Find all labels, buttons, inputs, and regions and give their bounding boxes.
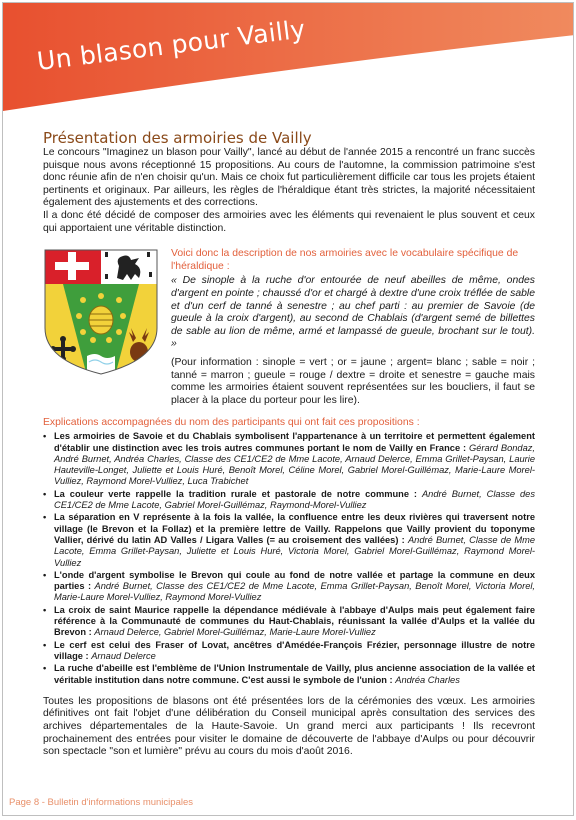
arms-intro: Voici donc la description de nos armoiries avec le vocabulaire spécifique de l'héraldique : [171,248,519,272]
item-statement: La ruche d'abeille est l'emblème de l'Union Instrumentale de Vailly, plus ancienne association de la vallée et véritable institution dans notre commune. C'est aussi le symbole de l'union : [54,663,535,685]
item-statement: La séparation en V représente à la fois la vallée, la confluence entre les deux rivières qui traversent notre village (le Brevon et la Follaz) et la première lettre de Vailly. Rappelons que Vailly provient du toponyme Vallier, dérivé du latin AD Valles / Ligara Valles (= au croisement des vallées) : [54,512,535,545]
color-glossary: (Pour information : sinople = vert ; or = jaune ; argent= blanc ; sable = noir ; tanné = marron ; gueule = rouge / dextre = droite et senestre = gauche mais comme les armoiries étaient souvent représentées sur les boucliers, il faut se placer à la place du porteur pour les lire). [171,356,535,406]
section-heading: Présentation des armoiries de Vailly [43,129,312,147]
item-statement: La croix de saint Maurice rappelle la dépendance médiévale à l'abbaye d'Aulps mais peut également faire référence à la Communauté de communes du Haut-Chablais, réunissant la vallée d'Aulps et la vallée du Brevon : [54,604,535,638]
item-participants: Arnaud Delerce, Gabriel Morel-Guillémaz, Marie-Laure Morel-Vulliez [94,627,376,638]
list-item [51,512,535,568]
list-item [51,663,535,686]
heraldic-blazon: « De sinople à la ruche d'or entourée de neuf abeilles de même, ondes d'argent en pointe ; chaussé d'or et chargé à dextre d'une croix tréflée de sable et d'un cerf de tanné à senestre ; au chef parti : au premier de Savoie (de gueule à la croix d'argent), au second de Chablais (d'argent semé de billettes de sable au lion de même, armé et lampassé de gueule, brochant sur le tout). » [171,275,535,350]
item-statement: La couleur verte rappelle la tradition rurale et pastorale de notre commune : [54,488,422,499]
item-participants: Gérard Bondaz, André Burnet, Andréa Charles, Classe des CE1/CE2 de Mme Lacote, Arnaud Delerce, Emma Grillet-Paysan, Laurie Hauteville-Longet, Juliette et Louis Huré, Benoît Morel, Céline Morel, Gabriel Morel-Guillémaz, Marie-Laure Morel-Vulliez, Raymond Morel-Vulliez, Luca Trabichet [54,442,535,487]
list-item [51,605,535,639]
page-footer: Page 8 - Bulletin d'informations municipales [9,797,193,808]
item-participants: Arnaud Delerce [91,650,156,661]
item-statement: Le cerf est celui des Fraser of Lovat, ancêtres d'Amédée-François Frézier, personnage illustre de notre village : [54,639,535,661]
item-participants: André Burnet, Classe des CE1/CE2 de Mme Lacote, Emma Grillet-Paysan, Benoît Morel, Victoria Morel, Marie-Laure Morel-Vulliez, Raymond Morel-Vulliez [54,581,536,603]
coat-of-arms-icon [43,248,159,376]
item-participants: Andréa Charles [395,674,460,685]
arms-block [43,248,535,407]
list-item [51,640,535,663]
main-content [43,129,535,759]
item-participants: André Burnet, Classe de Mme Lacote, Emma Grillet-Paysan, Juliette et Louis Huré, Victoria Morel, Gabriel Morel-Guillémaz, Raymond Morel-Vulliez [54,534,535,568]
explanations-title: Explications accompagnées du nom des participants qui ont fait ces propositions : [43,417,420,429]
item-statement: L'onde d'argent symbolise le Brevon qui coule au fond de notre vallée et partage la commune en deux parties : [54,569,535,592]
list-item [51,570,535,604]
banner-title: Un blason pour Vailly [35,14,307,76]
explanations-list [43,431,535,686]
list-item [51,489,535,512]
bulletin-page [2,2,574,816]
item-participants: André Burnet, Classe des CE1/CE2 de Mme Lacote, Gabriel Morel-Guillémaz, Raymond-Morel-Vulliez [54,488,535,511]
closing-paragraph: Toutes les propositions de blasons ont été présentées lors de la cérémonies des vœux. Les armoiries définitives ont fait l'objet d'une délibération du Conseil municipal après consultation des services des archives départementales de la Haute-Savoie. Un grand merci aux participants ! Ils recevront prochainement des entrées pour visiter le domaine de découverte de l'abbaye d'Aulps ou pour découvrir son spectacle "son et lumière" prévu au cours du mois d'août 2016. [43,695,535,758]
item-statement: Les armoiries de Savoie et du Chablais symbolisent l'appartenance à un territoire et permettent également d'établir une distinction avec les trois autres communes portant le nom de Vailly en France : [54,431,535,453]
decision-paragraph: Il a donc été décidé de composer des armoiries avec les éléments qui revenaient le plus souvent et ceux qui apportaient une véritable distinction. [43,209,535,234]
intro-paragraph: Le concours "Imaginez un blason pour Vailly", lancé au début de l'année 2015 a rencontré un franc succès puisque nous avons réceptionné 15 propositions. Au cours de l'automne, la commission patrimoine s'est donc réunie afin de n'en choisir qu'un. Mais ce choix fut particulièrement difficile car tous les projets étaient pertinents et originaux. Par ailleurs, les règles de l'héraldique étant très strictes, la majorité nécessitaient également des ajustements et des corrections. [43,147,535,209]
list-item [51,431,535,487]
arms-description [171,248,535,407]
